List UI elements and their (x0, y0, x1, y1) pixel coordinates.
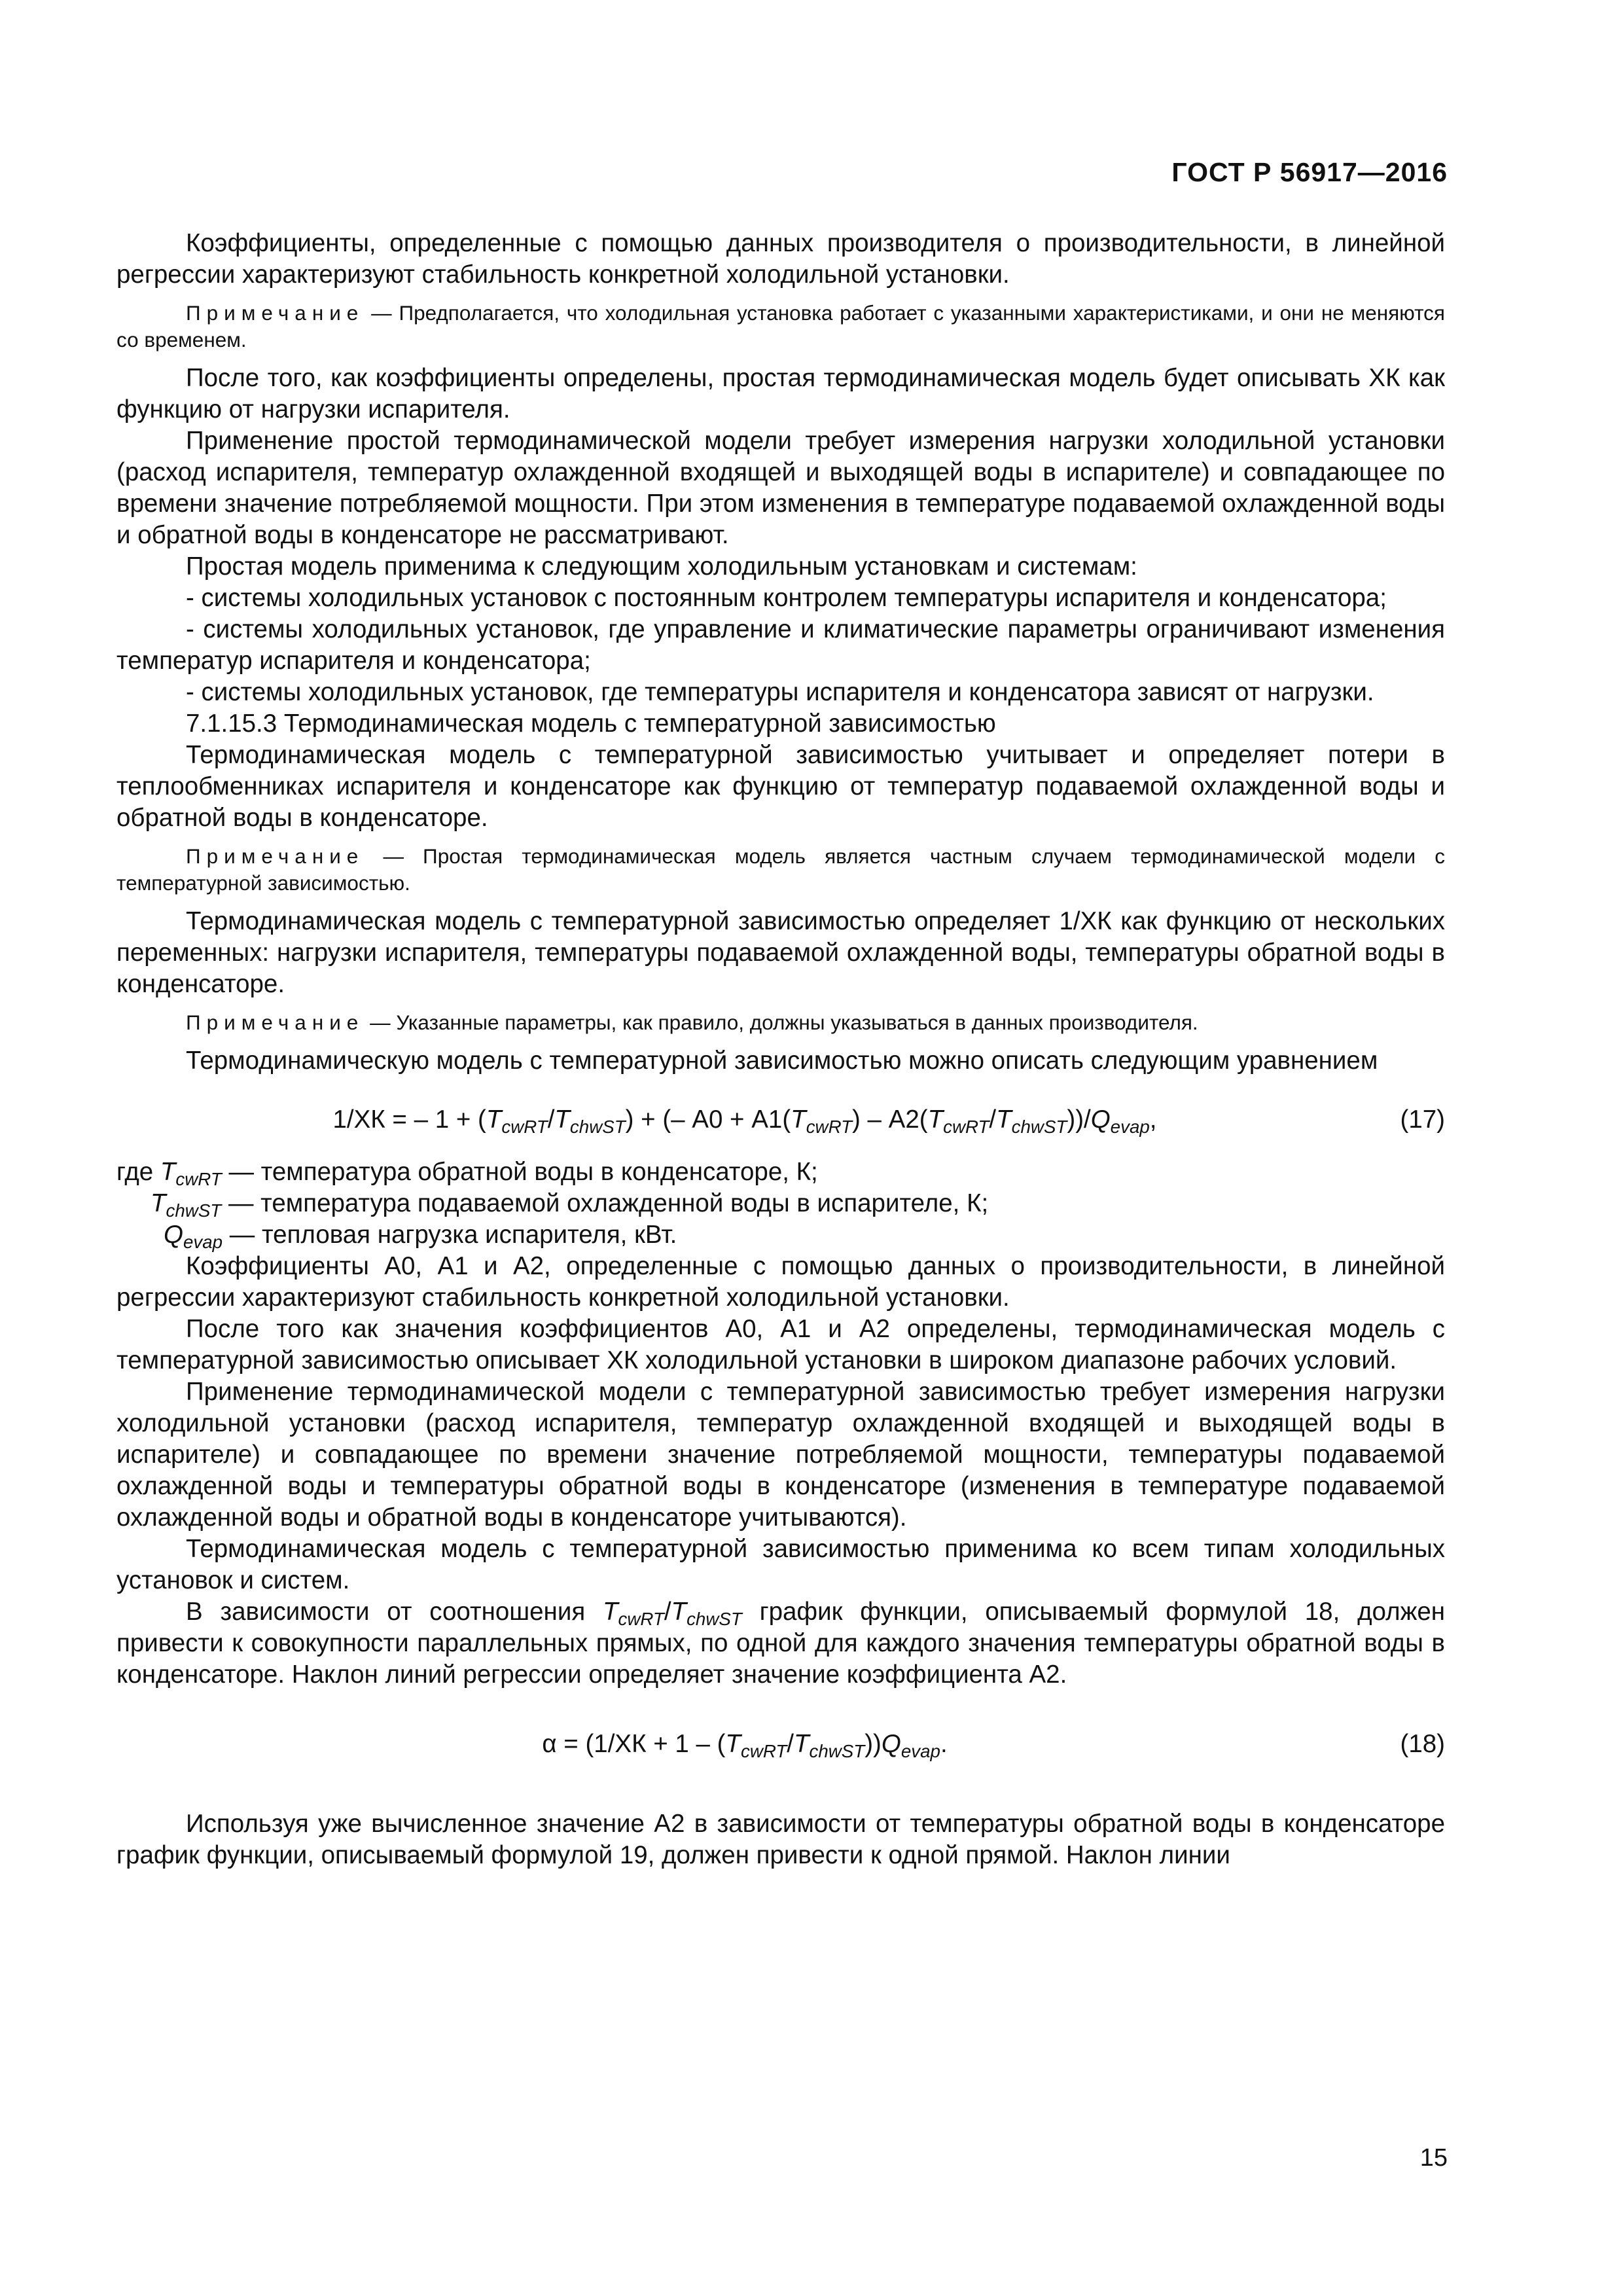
section-heading: 7.1.15.3 Термодинамическая модель с температурной зависимостью (186, 709, 996, 738)
list-item: - системы холодильных установок, где управление и климатические параметры ограничивают изменения температур испарителя и конденсатора; (116, 615, 1445, 675)
formula-17-body: 1/ХК = – $1 + (T_{cwRT}/T_{chwST})$ + (– $А0 + А1(T_{cwRT}) - А2(T_{cwRT}/T_{chwST}))/Q_{evap}$, (332, 1105, 1157, 1137)
paragraph: Термодинамическая модель с температурной зависимостью применима ко всем типам холодильных установок и систем. (116, 1535, 1445, 1594)
document-body (116, 228, 1445, 1871)
paragraph: Простая модель применима к следующим холодильным установкам и системам: (186, 552, 1137, 581)
page-number: 15 (1419, 2144, 1448, 2172)
list-item: - системы холодильных установок, где температуры испарителя и конденсатора зависят от нагрузки. (186, 678, 1374, 706)
document-header: ГОСТ Р 56917—2016 (1171, 157, 1448, 187)
note (116, 1009, 1445, 1036)
paragraph: В зависимости от соотношения $T_{cwRT}/T_{chwST}$ график функции, описываемый формулой 18, должен привести к совокупности параллельных прямых, по одной для каждого значения температуры обратной воды в конденсаторе. Наклон линий регрессии определяет значение коэффициента А2. (116, 1598, 1446, 1689)
note (116, 843, 1445, 897)
paragraph: Коэффициенты А0, А1 и А2, определенные с помощью данных о производительности, в линейной регрессии характеризуют стабильность конкретной холодильной установки. (116, 1252, 1445, 1312)
equation-number: (17) (1400, 1105, 1445, 1134)
note-label: Примечание (186, 301, 365, 325)
note-text: — Предполагается, что холодильная установка работает с указанными характеристиками, и они не меняются со временем. (116, 301, 1445, 351)
paragraph: После того как значения коэффициентов А0, А1 и А2 определены, термодинамическая модель с температурной зависимостью описывает ХК холодильной установки в широком диапазоне рабочих условий. (116, 1315, 1445, 1374)
definition-chwst: $T_{chwST}$ — температура подаваемой охлажденной воды в испарителе, К; (151, 1189, 989, 1221)
paragraph: Коэффициенты, определенные с помощью данных производителя о производительности, в линейной регрессии характеризуют стабильность конкретной холодильной установки. (116, 229, 1445, 289)
note-text: — Указанные параметры, как правило, должны указываться в данных производителя. (364, 1011, 1198, 1034)
paragraph: Применение термодинамической модели с температурной зависимостью требует измерения нагрузки холодильной установки (расход испарителя, температур охлажденной входящей и выходящей воды в испарителе) и совпадающее по времени значение потребляемой мощности, температуры подаваемой охлажденной воды и температуры обратной воды в конденсаторе (изменения в температуре подаваемой охлажденной воды и обратной воды в конденсаторе учитываются). (116, 1378, 1445, 1532)
paragraph: Термодинамическая модель с температурной зависимостью определяет 1/ХК как функцию от нескольких переменных: нагрузки испарителя, температуры подаваемой охлажденной воды, температуры обратной воды в конденсаторе. (116, 907, 1445, 998)
definition-qevap: $Q_{evap}$ — тепловая нагрузка испарителя, кВт. (164, 1221, 677, 1252)
list-item: - системы холодильных установок с постоянным контролем температуры испарителя и конденсатора; (186, 584, 1387, 612)
paragraph: После того, как коэффициенты определены, простая термодинамическая модель будет описывать ХК как функцию от нагрузки испарителя. (116, 364, 1445, 423)
paragraph: Термодинамическая модель с температурной зависимостью учитывает и определяет потери в теплообменниках испарителя и конденсаторе как функцию от температур подаваемой охлажденной воды и обратной воды в конденсаторе. (116, 741, 1445, 832)
note-label: Примечание (186, 1011, 365, 1034)
paragraph: Применение простой термодинамической модели требует измерения нагрузки холодильной установки (расход испарителя, температур охлажденной входящей и выходящей воды в испарителе) и совпадающее по времени значение потребляемой мощности. При этом изменения в температуре подаваемой охлажденной воды и обратной воды в конденсаторе не рассматривают. (116, 427, 1445, 549)
formula-18 (116, 1714, 1445, 1777)
symbol-definitions (116, 1157, 1445, 1251)
formula-17 (116, 1090, 1445, 1153)
formula-18-body: $\alpha = (1/ХК + 1 - (T_{cwRT}/T_{chwST}))Q_{evap}$. (542, 1730, 948, 1761)
definition-cwrt: где $T_{cwRT}$ — температура обратной воды в конденсаторе, К; (116, 1158, 818, 1189)
paragraph: Термодинамическую модель с температурной зависимостью можно описать следующим уравнением (186, 1047, 1378, 1075)
note (116, 300, 1445, 353)
note-label: Примечание (186, 844, 365, 868)
equation-number: (18) (1400, 1730, 1445, 1758)
paragraph: Используя уже вычисленное значение А2 в зависимости от температуры обратной воды в конденсаторе график функции, описываемый формулой 19, должен привести к одной прямой. Наклон линии (116, 1810, 1445, 1869)
note-text: — Простая термодинамическая модель является частным случаем термодинамической модели с температурной зависимостью. (116, 844, 1445, 895)
